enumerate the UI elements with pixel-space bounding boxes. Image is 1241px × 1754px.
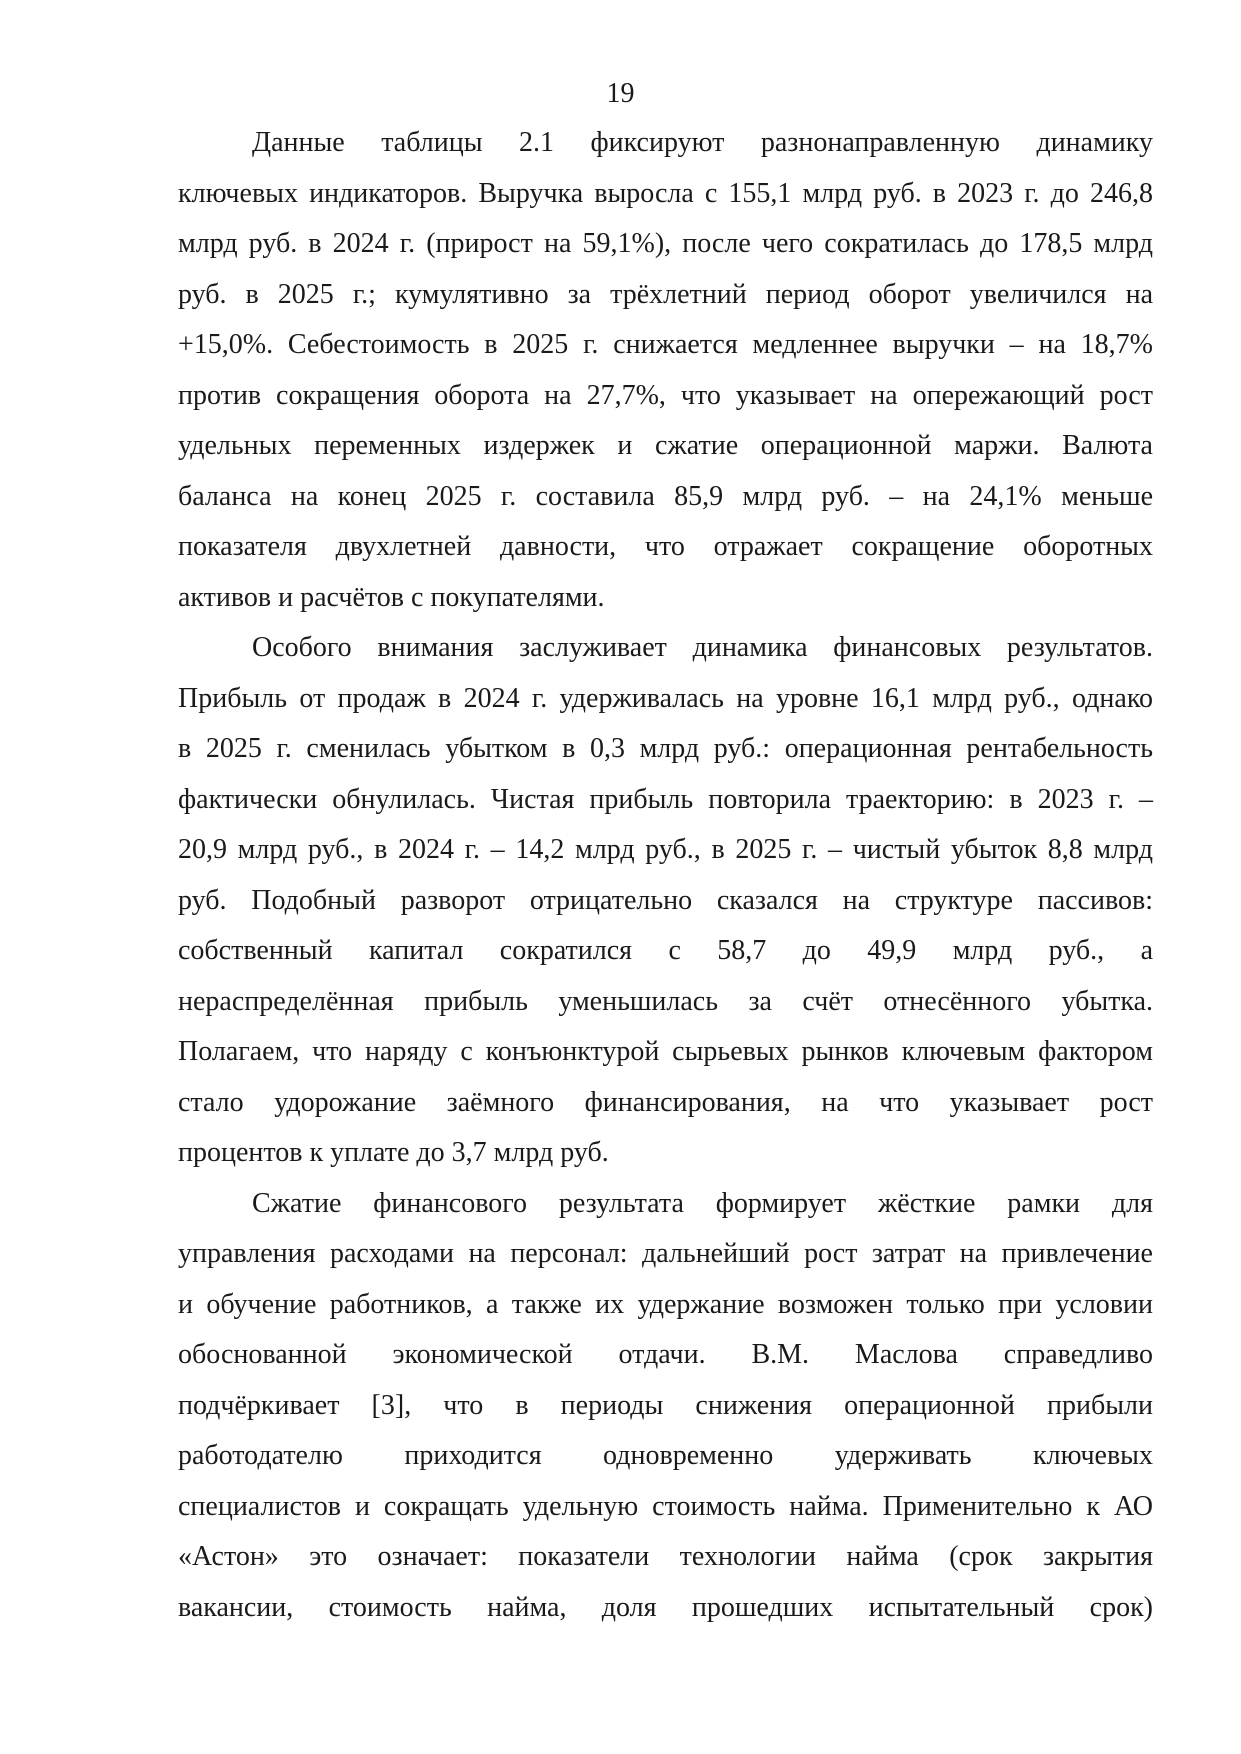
paragraph-financial-indicators [178,118,1153,623]
text-line: стало удорожание заёмного финансирования, на что указывает рост [178,1086,1153,1118]
text-line: баланса на конец 2025 г. составила 85,9 млрд руб. – на 24,1% меньше [178,480,1153,512]
text-line: +15,0%. Себестоимость в 2025 г. снижается медленнее выручки – на 18,7% [178,329,1153,360]
text-line: против сокращения оборота на 27,7%, что указывает на опережающий рост [178,379,1153,411]
text-line: и обучение работников, а также их удержание возможен только при условии [178,1288,1153,1320]
text-line: управления расходами на персонал: дальнейший рост затрат на привлечение [178,1238,1153,1269]
text-line: Данные таблицы 2.1 фиксируют разнонаправленную динамику [252,127,1153,158]
text-line: фактически обнулилась. Чистая прибыль повторила траекторию: в 2023 г. – [178,783,1153,815]
text-line: показателя двухлетней давности, что отражает сокращение оборотных [178,531,1153,562]
text-line: Прибыль от продаж в 2024 г. удерживалась на уровне 16,1 млрд руб., однако [178,682,1153,714]
text-line: удельных переменных издержек и сжатие операционной маржи. Валюта [178,430,1153,461]
text-line: руб. Подобный разворот отрицательно сказался на структуре пассивов: [178,884,1153,916]
text-line: в 2025 г. сменилась убытком в 0,3 млрд руб.: операционная рентабельность [178,733,1153,764]
text-line: Особого внимания заслуживает динамика финансовых результатов. [252,632,1153,663]
text-line: Сжатие финансового результата формирует жёсткие рамки для [252,1187,1153,1219]
text-line: ключевых индикаторов. Выручка выросла с 155,1 млрд руб. в 2023 г. до 246,8 [178,177,1153,209]
text-line: Полагаем, что наряду с конъюнктурой сырьевых рынков ключевым фактором [178,1036,1153,1067]
paragraph-personnel-costs [178,1179,1153,1634]
text-line: собственный капитал сократился с 58,7 до 49,9 млрд руб., а [178,935,1153,966]
text-line: «Астон» это означает: показатели технологии найма (срок закрытия [178,1541,1153,1572]
text-line: нераспределённая прибыль уменьшилась за счёт отнесённого убытка. [178,985,1153,1017]
text-line: вакансии, стоимость найма, доля прошедших испытательный срок) [178,1591,1153,1623]
text-line: обоснованной экономической отдачи. В.М. Маслова справедливо [178,1339,1153,1370]
text-line: работодателю приходится одновременно удерживать ключевых [178,1440,1153,1471]
text-line: активов и расчётов с покупателями. [178,581,605,613]
text-line: специалистов и сокращать удельную стоимость найма. Применительно к АО [178,1490,1153,1522]
text-line: процентов к уплате до 3,7 млрд руб. [178,1137,609,1168]
page-number: 19 [606,78,635,109]
text-line: руб. в 2025 г.; кумулятивно за трёхлетний период оборот увеличился на [178,278,1153,310]
text-line: млрд руб. в 2024 г. (прирост на 59,1%), после чего сократилась до 178,5 млрд [178,228,1153,259]
text-line: подчёркивает [3], что в периоды снижения операционной прибыли [178,1389,1153,1421]
text-line: 20,9 млрд руб., в 2024 г. – 14,2 млрд руб., в 2025 г. – чистый убыток 8,8 млрд [178,834,1153,865]
paragraph-financial-results [178,623,1153,1179]
body-text [178,118,1153,1633]
